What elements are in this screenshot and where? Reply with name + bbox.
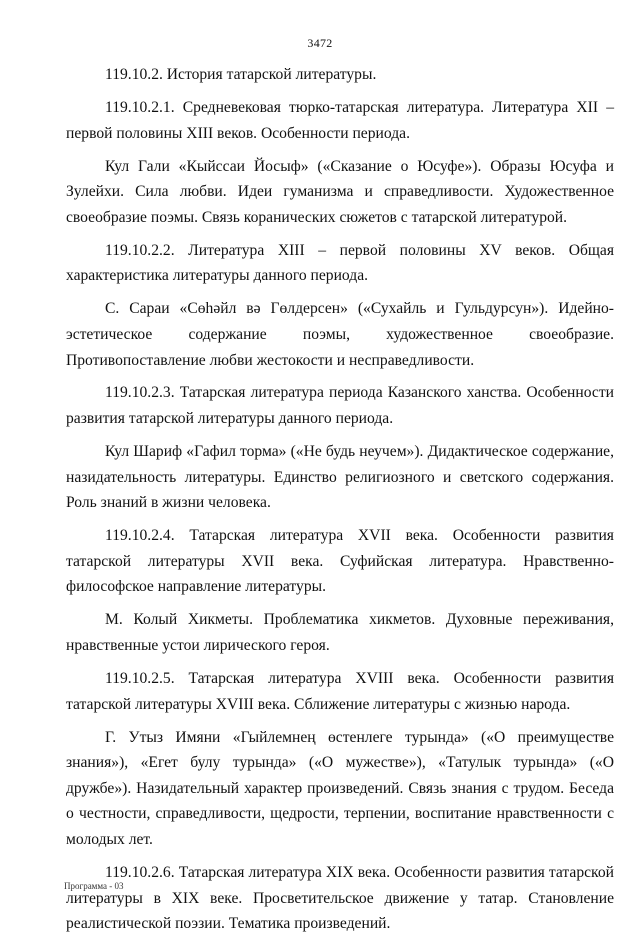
section-heading-119-10-2-2: 119.10.2.2. Литература XIII – первой половины XV веков. Общая характеристика литературы данного периода. bbox=[66, 241, 614, 285]
section-heading-119-10-2: 119.10.2. История татарской литературы. bbox=[105, 66, 377, 83]
page-number: 3472 bbox=[307, 36, 333, 50]
body-text bbox=[66, 62, 614, 944]
section-heading-119-10-2-5: 119.10.2.5. Татарская литература XVIII века. Особенности развития татарской литературы XVIII века. Сближение литературы с жизнью народа. bbox=[66, 669, 614, 713]
paragraph-kul-gali: Кул Гали «Кыйссаи Йосыф» («Сказание о Юсуфе»). Образы Юсуфа и Зулейхи. Сила любви. Идеи гуманизма и справедливости. Художественное своеобразие поэмы. Связь коранических сюжетов с татарской литературой. bbox=[66, 157, 614, 226]
paragraph-s-sarai: С. Сараи «Сөһәйл вә Гөлдерсен» («Сухайль и Гульдурсун»). Идейно-эстетическое содержание поэмы, художественное своеобразие. Противопоставление любви жестокости и несправедливости. bbox=[66, 300, 614, 369]
section-heading-119-10-2-1: 119.10.2.1. Средневековая тюрко-татарская литература. Литература XII – первой половины XIII веков. Особенности периода. bbox=[66, 98, 614, 142]
footer-label: Программа - 03 bbox=[64, 881, 124, 891]
paragraph-m-koly: М. Колый Хикметы. Проблематика хикметов. Духовные переживания, нравственные устои лирического героя. bbox=[66, 611, 614, 654]
section-heading-119-10-2-4: 119.10.2.4. Татарская литература XVII века. Особенности развития татарской литературы XVII века. Суфийская литература. Нравственно-философское направление литературы. bbox=[66, 527, 614, 596]
section-heading-119-10-2-6: 119.10.2.6. Татарская литература XIX века. Особенности развития татарской литературы в XIX веке. Просветительское движение у татар. Становление реалистической поэзии. Тематика произведений. bbox=[66, 863, 614, 933]
paragraph-g-utyz-imyani: Г. Утыз Имяни «Гыйлемнең өстенлеге турында» («О преимуществе знания»), «Егет булу турында» («О мужестве»), «Татулык турында» («О дружбе»). Назидательный характер произведений. Связь знания с трудом. Беседа о честности, справедливости, щедрости, терпении, воспитание нравственности с молодых лет. bbox=[66, 728, 614, 848]
section-heading-119-10-2-3: 119.10.2.3. Татарская литература периода Казанского ханства. Особенности развития татарской литературы данного периода. bbox=[66, 384, 614, 428]
paragraph-kul-sharif: Кул Шариф «Гафил торма» («Не будь неучем»). Дидактическое содержание, назидательность литературы. Единство религиозного и светского содержания. Роль знаний в жизни человека. bbox=[66, 443, 614, 512]
